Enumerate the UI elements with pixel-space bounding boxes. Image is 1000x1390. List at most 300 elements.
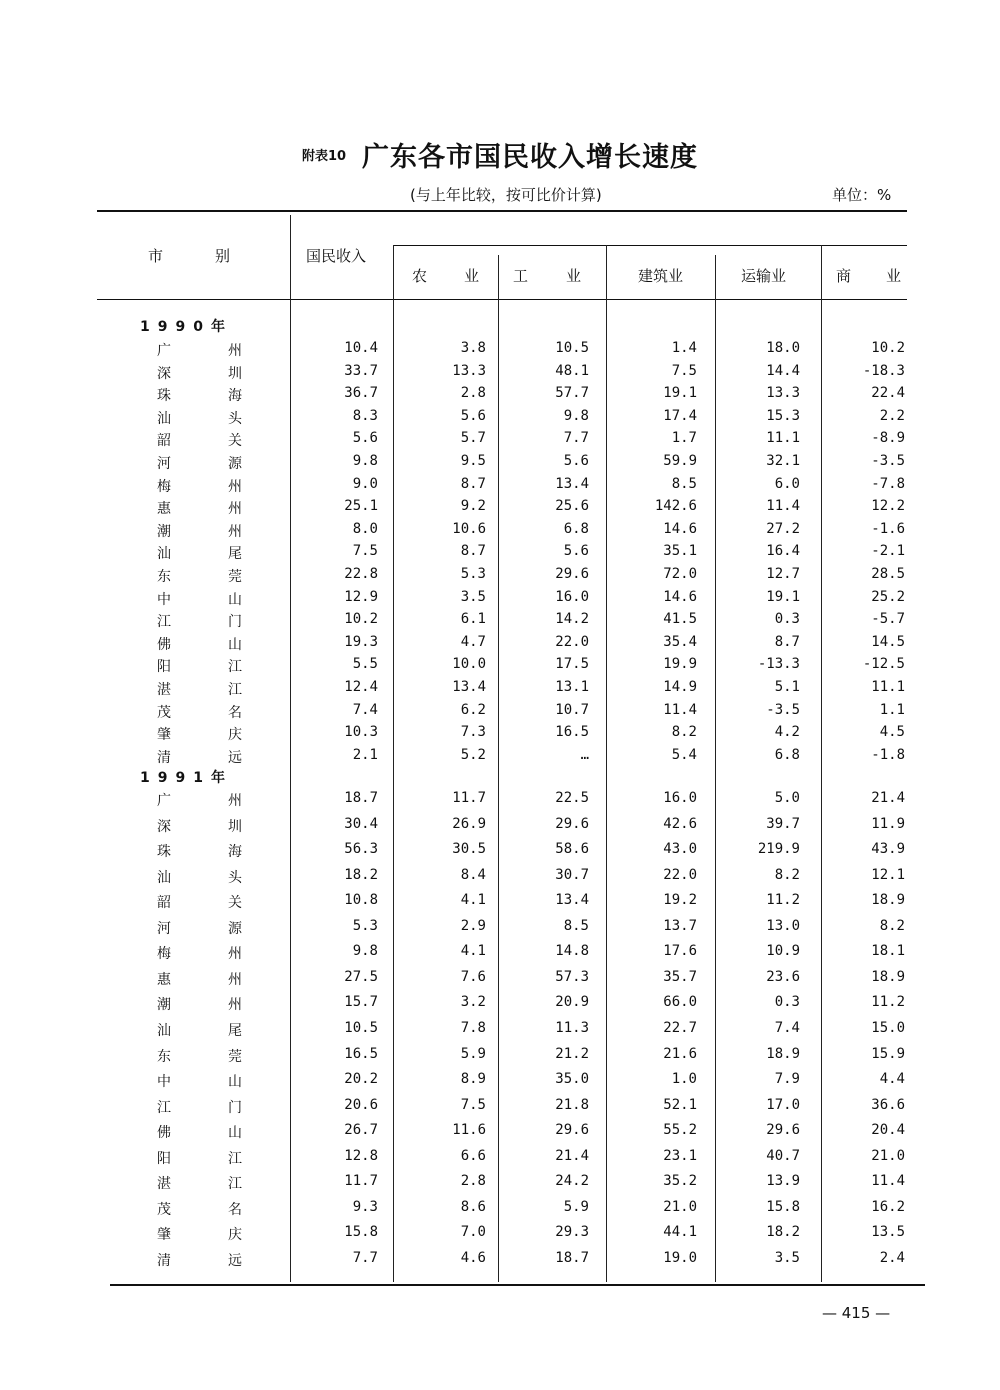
city-name-char: 尾 bbox=[228, 1022, 242, 1039]
table-cell: 11.4 bbox=[766, 498, 800, 515]
city-name-char: 湛 bbox=[157, 682, 171, 698]
table-row bbox=[0, 385, 1000, 407]
table-cell: 41.5 bbox=[663, 611, 697, 628]
table-cell: 7.4 bbox=[774, 1019, 800, 1036]
city-name-char: 清 bbox=[157, 1252, 171, 1269]
table-cell: 14.5 bbox=[871, 633, 905, 650]
city-name-char: 湛 bbox=[157, 1176, 171, 1193]
table-cell: 5.0 bbox=[774, 790, 800, 806]
table-cell: 11.7 bbox=[452, 790, 486, 806]
table-cell: 5.9 bbox=[563, 1198, 589, 1215]
table-cell: 2.2 bbox=[879, 407, 905, 424]
table-cell: 7.7 bbox=[352, 1249, 378, 1266]
table-row bbox=[0, 634, 1000, 656]
table-cell: 13.5 bbox=[871, 1224, 905, 1241]
table-cell: 30.7 bbox=[555, 866, 589, 883]
city-name-char: 阳 bbox=[157, 659, 171, 676]
table-row bbox=[0, 1199, 1000, 1221]
city-name-char: 阳 bbox=[157, 1150, 171, 1167]
table-cell: 5.7 bbox=[460, 430, 486, 447]
city-name-char: 江 bbox=[228, 1150, 242, 1167]
table-cell: 8.7 bbox=[460, 543, 486, 560]
table-row bbox=[0, 543, 1000, 565]
table-cell: 0.3 bbox=[774, 611, 800, 628]
city-name-char: 名 bbox=[228, 704, 242, 721]
table-row bbox=[0, 363, 1000, 385]
table-cell: 72.0 bbox=[663, 566, 697, 582]
table-cell: 10.7 bbox=[555, 701, 589, 718]
city-name-char: 汕 bbox=[157, 1022, 171, 1039]
table-cell: 7.7 bbox=[563, 430, 589, 447]
city-name-char: 远 bbox=[228, 1252, 242, 1269]
city-name-char: 门 bbox=[228, 614, 242, 631]
table-cell: 18.7 bbox=[555, 1249, 589, 1266]
table-cell: -3.5 bbox=[871, 453, 905, 469]
table-cell: 8.2 bbox=[671, 724, 697, 741]
table-cell: -18.3 bbox=[862, 362, 905, 379]
table-cell: 12.1 bbox=[871, 866, 905, 883]
table-cell: 9.0 bbox=[352, 475, 378, 492]
table-cell: 2.8 bbox=[460, 1173, 486, 1190]
table-cell: 2.8 bbox=[460, 385, 486, 402]
table-cell: 27.5 bbox=[344, 968, 378, 985]
table-cell: 4.1 bbox=[460, 892, 486, 909]
city-name-char: 州 bbox=[228, 478, 242, 495]
table-cell: 10.5 bbox=[344, 1019, 378, 1036]
table-cell: 48.1 bbox=[555, 362, 589, 379]
table-cell: 7.5 bbox=[671, 362, 697, 379]
table-cell: 21.0 bbox=[871, 1147, 905, 1164]
table-cell: 35.1 bbox=[663, 543, 697, 560]
table-cell: 25.2 bbox=[871, 588, 905, 605]
city-name-char: 圳 bbox=[228, 365, 242, 382]
table-cell: 13.3 bbox=[452, 362, 486, 379]
table-cell: 11.1 bbox=[871, 679, 905, 695]
table-cell: 39.7 bbox=[766, 815, 800, 832]
table-cell: 15.8 bbox=[344, 1224, 378, 1241]
header-industry-2: 业 bbox=[566, 267, 582, 285]
table-cell: 4.4 bbox=[879, 1071, 905, 1088]
table-cell: 10.9 bbox=[766, 943, 800, 960]
table-cell: 3.5 bbox=[774, 1249, 800, 1266]
table-cell: 9.8 bbox=[352, 943, 378, 960]
table-cell: 10.2 bbox=[344, 611, 378, 628]
table-cell: 22.4 bbox=[871, 385, 905, 402]
city-name-char: 佛 bbox=[157, 636, 171, 653]
table-cell: 23.6 bbox=[766, 968, 800, 985]
table-cell: 17.6 bbox=[663, 943, 697, 960]
table-cell: 5.5 bbox=[352, 656, 378, 673]
year-row bbox=[0, 767, 1000, 789]
table-cell: 36.6 bbox=[871, 1096, 905, 1113]
table-cell: 29.6 bbox=[555, 815, 589, 832]
table-cell: 33.7 bbox=[344, 362, 378, 379]
city-name-char: 汕 bbox=[157, 869, 171, 886]
table-cell: 2.9 bbox=[460, 917, 486, 934]
city-name-char: 汕 bbox=[157, 410, 171, 427]
table-cell: 11.4 bbox=[663, 701, 697, 718]
table-cell: 13.0 bbox=[766, 917, 800, 934]
table-cell: 6.0 bbox=[774, 475, 800, 492]
bottom-rule bbox=[110, 1284, 925, 1286]
city-name-char: 源 bbox=[228, 456, 242, 472]
table-cell: 6.2 bbox=[460, 701, 486, 718]
city-name-char: 山 bbox=[228, 1074, 242, 1091]
table-cell: 35.0 bbox=[555, 1071, 589, 1088]
table-cell: 7.6 bbox=[460, 968, 486, 985]
city-name-char: 州 bbox=[228, 501, 242, 518]
table-cell: 30.5 bbox=[452, 841, 486, 858]
table-row bbox=[0, 918, 1000, 940]
table-cell: 29.6 bbox=[555, 566, 589, 582]
table-cell: 19.1 bbox=[766, 588, 800, 605]
table-cell: 26.7 bbox=[344, 1122, 378, 1139]
table-cell: 11.1 bbox=[766, 430, 800, 447]
table-row bbox=[0, 340, 1000, 362]
table-cell: 16.0 bbox=[555, 588, 589, 605]
city-name-char: 韶 bbox=[157, 895, 171, 912]
table-cell: 8.9 bbox=[460, 1071, 486, 1088]
table-cell: -2.1 bbox=[871, 543, 905, 560]
table-cell: 20.9 bbox=[555, 994, 589, 1011]
table-row bbox=[0, 521, 1000, 543]
table-cell: 12.8 bbox=[344, 1147, 378, 1164]
table-row bbox=[0, 408, 1000, 430]
city-name-char: 山 bbox=[228, 591, 242, 608]
city-name-char: 州 bbox=[228, 946, 242, 963]
table-cell: 21.2 bbox=[555, 1045, 589, 1062]
city-name-char: 惠 bbox=[157, 501, 171, 518]
table-cell: 16.0 bbox=[663, 790, 697, 806]
table-cell: 9.5 bbox=[460, 453, 486, 469]
city-name-char: 深 bbox=[157, 818, 171, 835]
table-cell: 18.0 bbox=[766, 340, 800, 356]
city-name-char: 清 bbox=[157, 749, 171, 766]
table-row bbox=[0, 589, 1000, 611]
table-cell: 22.8 bbox=[344, 566, 378, 582]
table-cell: 8.5 bbox=[563, 917, 589, 934]
city-name-char: 关 bbox=[228, 895, 242, 912]
table-cell: 29.6 bbox=[766, 1122, 800, 1139]
city-name-char: 梅 bbox=[157, 946, 171, 963]
table-row bbox=[0, 702, 1000, 724]
table-cell: 8.5 bbox=[671, 475, 697, 492]
city-name-char: 河 bbox=[157, 456, 171, 472]
table-cell: 18.2 bbox=[766, 1224, 800, 1241]
city-name-char: 汕 bbox=[157, 546, 171, 563]
city-name-char: 名 bbox=[228, 1201, 242, 1218]
city-name-char: 梅 bbox=[157, 478, 171, 495]
city-name-char: 莞 bbox=[228, 1048, 242, 1065]
table-cell: 24.2 bbox=[555, 1173, 589, 1190]
table-cell: 9.8 bbox=[352, 453, 378, 469]
table-cell: -5.7 bbox=[871, 611, 905, 628]
table-cell: 36.7 bbox=[344, 385, 378, 402]
table-cell: -12.5 bbox=[862, 656, 905, 673]
table-cell: 8.4 bbox=[460, 866, 486, 883]
city-name-char: 茂 bbox=[157, 1201, 171, 1218]
table-row bbox=[0, 498, 1000, 520]
table-cell: 18.9 bbox=[871, 892, 905, 909]
city-name-char: 州 bbox=[228, 971, 242, 988]
header-agriculture-1: 农 bbox=[412, 267, 428, 285]
table-cell: 8.2 bbox=[774, 866, 800, 883]
table-cell: 0.3 bbox=[774, 994, 800, 1011]
table-cell: 13.4 bbox=[452, 679, 486, 695]
subheader-rule bbox=[393, 245, 907, 246]
table-cell: 14.6 bbox=[663, 588, 697, 605]
table-cell: 12.4 bbox=[344, 679, 378, 695]
table-cell: 9.8 bbox=[563, 407, 589, 424]
city-name-char: 江 bbox=[228, 1176, 242, 1193]
table-cell: 16.2 bbox=[871, 1198, 905, 1215]
table-cell: 13.1 bbox=[555, 679, 589, 695]
table-cell: 29.3 bbox=[555, 1224, 589, 1241]
table-cell: 4.7 bbox=[460, 633, 486, 650]
city-name-char: 中 bbox=[157, 591, 171, 608]
city-name-char: 潮 bbox=[157, 523, 171, 540]
table-cell: 18.9 bbox=[871, 968, 905, 985]
header-commerce-2: 业 bbox=[886, 267, 902, 285]
city-name-char: 头 bbox=[228, 869, 242, 886]
table-cell: 21.4 bbox=[555, 1147, 589, 1164]
city-name-char: 东 bbox=[157, 1048, 171, 1065]
table-cell: … bbox=[580, 746, 589, 763]
table-cell: 7.0 bbox=[460, 1224, 486, 1241]
table-cell: 27.2 bbox=[766, 520, 800, 537]
table-cell: 17.0 bbox=[766, 1096, 800, 1113]
table-cell: 44.1 bbox=[663, 1224, 697, 1241]
table-cell: 10.5 bbox=[555, 340, 589, 356]
city-name-char: 江 bbox=[228, 682, 242, 698]
table-cell: 16.5 bbox=[344, 1045, 378, 1062]
table-cell: 14.9 bbox=[663, 679, 697, 695]
table-cell: 4.1 bbox=[460, 943, 486, 960]
table-cell: 22.0 bbox=[555, 633, 589, 650]
table-cell: -1.6 bbox=[871, 520, 905, 537]
table-cell: 6.6 bbox=[460, 1147, 486, 1164]
table-row bbox=[0, 1071, 1000, 1093]
header-transport: 运输业 bbox=[741, 267, 787, 285]
table-cell: 22.5 bbox=[555, 790, 589, 806]
table-row bbox=[0, 943, 1000, 965]
table-cell: 14.4 bbox=[766, 362, 800, 379]
city-name-char: 广 bbox=[157, 793, 171, 809]
city-name-char: 珠 bbox=[157, 388, 171, 405]
table-cell: 11.2 bbox=[871, 994, 905, 1011]
table-row bbox=[0, 476, 1000, 498]
table-cell: 58.6 bbox=[555, 841, 589, 858]
table-cell: 20.2 bbox=[344, 1071, 378, 1088]
city-name-char: 惠 bbox=[157, 971, 171, 988]
table-cell: 5.1 bbox=[774, 679, 800, 695]
table-cell: 43.0 bbox=[663, 841, 697, 858]
table-cell: 21.0 bbox=[663, 1198, 697, 1215]
table-cell: 7.4 bbox=[352, 701, 378, 718]
table-row bbox=[0, 892, 1000, 914]
table-cell: -3.5 bbox=[766, 701, 800, 718]
table-cell: 8.0 bbox=[352, 520, 378, 537]
table-cell: 9.3 bbox=[352, 1198, 378, 1215]
table-cell: 35.4 bbox=[663, 633, 697, 650]
table-cell: 12.7 bbox=[766, 566, 800, 582]
city-name-char: 海 bbox=[228, 388, 242, 405]
city-name-char: 门 bbox=[228, 1099, 242, 1116]
table-cell: 19.0 bbox=[663, 1249, 697, 1266]
header-national-income: 国民收入 bbox=[306, 247, 367, 265]
table-cell: 2.1 bbox=[352, 746, 378, 763]
table-cell: 5.4 bbox=[671, 746, 697, 763]
city-name-char: 江 bbox=[157, 614, 171, 631]
city-name-char: 中 bbox=[157, 1074, 171, 1091]
table-cell: 40.7 bbox=[766, 1147, 800, 1164]
table-cell: 10.2 bbox=[871, 340, 905, 356]
table-row bbox=[0, 747, 1000, 769]
table-cell: 56.3 bbox=[344, 841, 378, 858]
table-cell: 13.4 bbox=[555, 892, 589, 909]
header-city-2: 别 bbox=[215, 247, 231, 265]
table-cell: 42.6 bbox=[663, 815, 697, 832]
table-cell: 26.9 bbox=[452, 815, 486, 832]
table-cell: 5.2 bbox=[460, 746, 486, 763]
table-cell: 15.8 bbox=[766, 1198, 800, 1215]
table-cell: 59.9 bbox=[663, 453, 697, 469]
header-rule bbox=[97, 299, 907, 300]
table-row bbox=[0, 841, 1000, 863]
header-agriculture-2: 业 bbox=[464, 267, 480, 285]
table-row bbox=[0, 656, 1000, 678]
table-cell: 142.6 bbox=[654, 498, 697, 515]
table-cell: 13.3 bbox=[766, 385, 800, 402]
table-cell: 19.3 bbox=[344, 633, 378, 650]
table-cell: 28.5 bbox=[871, 566, 905, 582]
table-cell: 11.4 bbox=[871, 1173, 905, 1190]
city-name-char: 圳 bbox=[228, 818, 242, 835]
table-cell: 4.6 bbox=[460, 1249, 486, 1266]
table-cell: 57.3 bbox=[555, 968, 589, 985]
table-cell: 30.4 bbox=[344, 815, 378, 832]
table-row bbox=[0, 867, 1000, 889]
city-name-char: 佛 bbox=[157, 1125, 171, 1142]
table-cell: 1.0 bbox=[671, 1071, 697, 1088]
city-name-char: 州 bbox=[228, 997, 242, 1014]
table-cell: 32.1 bbox=[766, 453, 800, 469]
table-row bbox=[0, 1148, 1000, 1170]
table-cell: 18.7 bbox=[344, 790, 378, 806]
table-cell: 35.2 bbox=[663, 1173, 697, 1190]
table-cell: 17.5 bbox=[555, 656, 589, 673]
header-construction: 建筑业 bbox=[638, 267, 684, 285]
table-cell: 20.4 bbox=[871, 1122, 905, 1139]
table-cell: 57.7 bbox=[555, 385, 589, 402]
table-cell: 219.9 bbox=[757, 841, 800, 858]
table-cell: 10.6 bbox=[452, 520, 486, 537]
table-cell: 11.9 bbox=[871, 815, 905, 832]
city-name-char: 肇 bbox=[157, 1227, 171, 1244]
table-cell: 4.2 bbox=[774, 724, 800, 741]
table-row bbox=[0, 430, 1000, 452]
table-cell: 35.7 bbox=[663, 968, 697, 985]
table-cell: 8.7 bbox=[460, 475, 486, 492]
city-name-char: 江 bbox=[228, 659, 242, 676]
table-cell: 5.3 bbox=[352, 917, 378, 934]
city-name-char: 山 bbox=[228, 636, 242, 653]
table-cell: 5.6 bbox=[563, 543, 589, 560]
table-cell: 23.1 bbox=[663, 1147, 697, 1164]
city-name-char: 东 bbox=[157, 569, 171, 585]
table-number: 附表10 bbox=[301, 149, 347, 164]
table-cell: 20.6 bbox=[344, 1096, 378, 1113]
table-cell: 11.6 bbox=[452, 1122, 486, 1139]
table-cell: 18.2 bbox=[344, 866, 378, 883]
year-label: 1991年 bbox=[140, 770, 233, 786]
table-cell: 7.9 bbox=[774, 1071, 800, 1088]
table-cell: 18.9 bbox=[766, 1045, 800, 1062]
table-row bbox=[0, 1097, 1000, 1119]
table-cell: -1.8 bbox=[871, 746, 905, 763]
table-cell: 10.4 bbox=[344, 340, 378, 356]
table-row bbox=[0, 816, 1000, 838]
city-name-char: 莞 bbox=[228, 569, 242, 585]
table-cell: 22.0 bbox=[663, 866, 697, 883]
city-name-char: 尾 bbox=[228, 546, 242, 563]
city-name-char: 肇 bbox=[157, 727, 171, 744]
table-cell: 18.1 bbox=[871, 943, 905, 960]
page-number: — 415 — bbox=[822, 1304, 891, 1322]
table-cell: 11.2 bbox=[766, 892, 800, 909]
table-cell: 2.4 bbox=[879, 1249, 905, 1266]
table-row bbox=[0, 1173, 1000, 1195]
header-commerce-1: 商 bbox=[836, 267, 852, 285]
city-name-char: 珠 bbox=[157, 844, 171, 861]
table-cell: 7.5 bbox=[460, 1096, 486, 1113]
table-cell: 13.4 bbox=[555, 475, 589, 492]
table-cell: 16.4 bbox=[766, 543, 800, 560]
table-cell: 10.3 bbox=[344, 724, 378, 741]
table-cell: 4.5 bbox=[879, 724, 905, 741]
table-cell: 6.1 bbox=[460, 611, 486, 628]
city-name-char: 州 bbox=[228, 343, 242, 359]
city-name-char: 庆 bbox=[228, 727, 242, 744]
table-cell: -13.3 bbox=[757, 656, 800, 673]
table-row bbox=[0, 679, 1000, 701]
table-cell: 66.0 bbox=[663, 994, 697, 1011]
table-cell: 29.6 bbox=[555, 1122, 589, 1139]
table-cell: 7.5 bbox=[352, 543, 378, 560]
table-cell: 14.8 bbox=[555, 943, 589, 960]
table-cell: 9.2 bbox=[460, 498, 486, 515]
city-name-char: 广 bbox=[157, 343, 171, 359]
table-cell: 21.8 bbox=[555, 1096, 589, 1113]
table-cell: 19.2 bbox=[663, 892, 697, 909]
table-cell: 11.3 bbox=[555, 1019, 589, 1036]
table-row bbox=[0, 969, 1000, 991]
table-cell: 21.4 bbox=[871, 790, 905, 806]
table-cell: 7.3 bbox=[460, 724, 486, 741]
table-cell: 1.1 bbox=[879, 701, 905, 718]
table-cell: 43.9 bbox=[871, 841, 905, 858]
table-cell: -8.9 bbox=[871, 430, 905, 447]
table-cell: 16.5 bbox=[555, 724, 589, 741]
subtitle: (与上年比较，按可比价计算) bbox=[410, 186, 602, 204]
table-cell: 3.5 bbox=[460, 588, 486, 605]
table-cell: 17.4 bbox=[663, 407, 697, 424]
city-name-char: 庆 bbox=[228, 1227, 242, 1244]
table-row bbox=[0, 724, 1000, 746]
table-row bbox=[0, 1046, 1000, 1068]
city-name-char: 州 bbox=[228, 523, 242, 540]
table-cell: 3.8 bbox=[460, 340, 486, 356]
